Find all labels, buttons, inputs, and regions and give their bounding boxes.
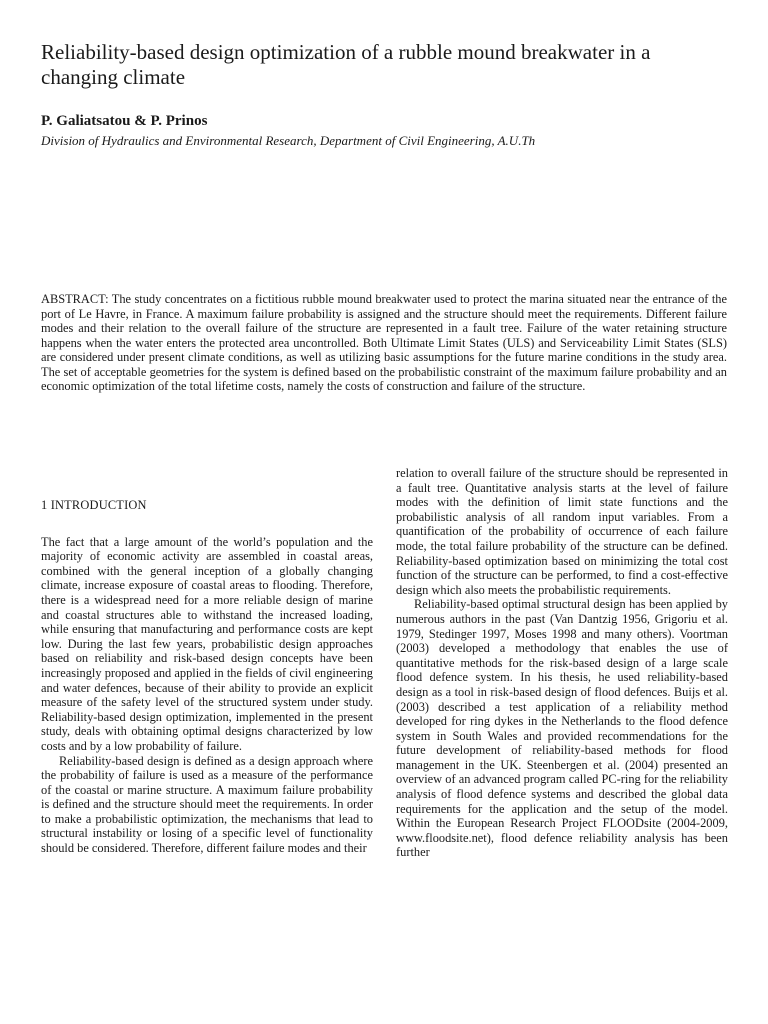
body-paragraph: relation to overall failure of the structure should be represented in a fault tree. Quantitative analysis starts at the level of failure modes with the definition of limit state functions and the probabilistic analysis of all random input variables. From a quantification of the probability of occurrence of each failure mode, the total failure probability of the structure can be defined. Reliability-based optimization based on minimizing the total cost function of the structure can be performed, to find a cost-effective design which also meets the probabilistic requirements. — [396, 466, 728, 597]
paper-title: Reliability-based design optimization of a rubble mound breakwater in a changing climate — [41, 40, 651, 89]
paper-authors: P. Galiatsatou & P. Prinos — [41, 113, 208, 129]
right-column — [396, 466, 728, 860]
body-paragraph: The fact that a large amount of the world’s population and the majority of economic activity are assembled in coastal areas, combined with the general inception of a globally changing climate, increase exposure of coastal areas to flooding. Therefore, there is a widespread need for a more reliable design of marine and coastal structures able to withstand the increased loading, while ensuring that manufacturing and performance costs are kept low. During the last few years, probabilistic design approaches based on reliability and risk-based design concepts have been increasingly proposed and applied in the fields of civil engineering and water defences, because of their ability to provide an explicit measure of the safety level of the structured system under study. Reliability-based design optimization, implemented in the present study, deals with obtaining optimal designs characterized by low costs and by a low probability of failure. — [41, 534, 373, 753]
body-paragraph: Reliability-based design is defined as a design approach where the probability of failure is used as a measure of the performance of the coastal or marine structure. A maximum failure probability is defined and the structure should meet the requirements. In order to make a probabilistic optimization, the mechanisms that lead to structural instability or losing of a specific level of functionality should be considered. Therefore, different failure modes and their — [41, 753, 373, 856]
section-heading: 1 INTRODUCTION — [41, 498, 147, 512]
paper-affiliation: Division of Hydraulics and Environmental Research, Department of Civil Engineering, A.U.Th — [41, 133, 536, 148]
abstract-paragraph: ABSTRACT: The study concentrates on a fictitious rubble mound breakwater used to protect the marina situated near the entrance of the port of Le Havre, in France. A maximum failure probability is assigned and the structure should meet the requirements. Different failure modes and their relation to the overall failure of the structure are represented in a fault tree. Failure of the water retaining structure happens when the water enters the protected area uncontrolled. Both Ultimate Limit States (ULS) and Serviceability Limit States (SLS) are considered under present climate conditions, as well as utilizing basic assumptions for the future marine conditions in the study area. The set of acceptable geometries for the system is defined based on the probabilistic constraint of the maximum failure probability and an economic optimization of the total lifetime costs, namely the costs of construction and failure of the structure. — [41, 292, 727, 393]
left-column — [41, 498, 373, 856]
body-paragraph: Reliability-based optimal structural design has been applied by numerous authors in the past (Van Dantzig 1956, Grigoriu et al. 1979, Stedinger 1997, Moses 1998 and many others). Voortman (2003) developed a methodology that enables the use of quantitative methods for the risk-based design of a large scale flood defence system. In his thesis, he used reliability-based design as a tool in risk-based design of flood defences. Buijs et al. (2003) described a test application of a reliability method developed for ring dykes in the Netherlands to the flood defence system in South Wales and provided recommendations for the future development of reliability-based methods for flood management in the UK. Steenbergen et al. (2004) presented an overview of an advanced program called PC-ring for the reliability analysis of flood defence systems and described the global data requirements for the application and the setup of the model. Within the European Research Project FLOODsite (2004-2009, www.floodsite.net), flood defence reliability analysis has been further — [396, 597, 728, 860]
